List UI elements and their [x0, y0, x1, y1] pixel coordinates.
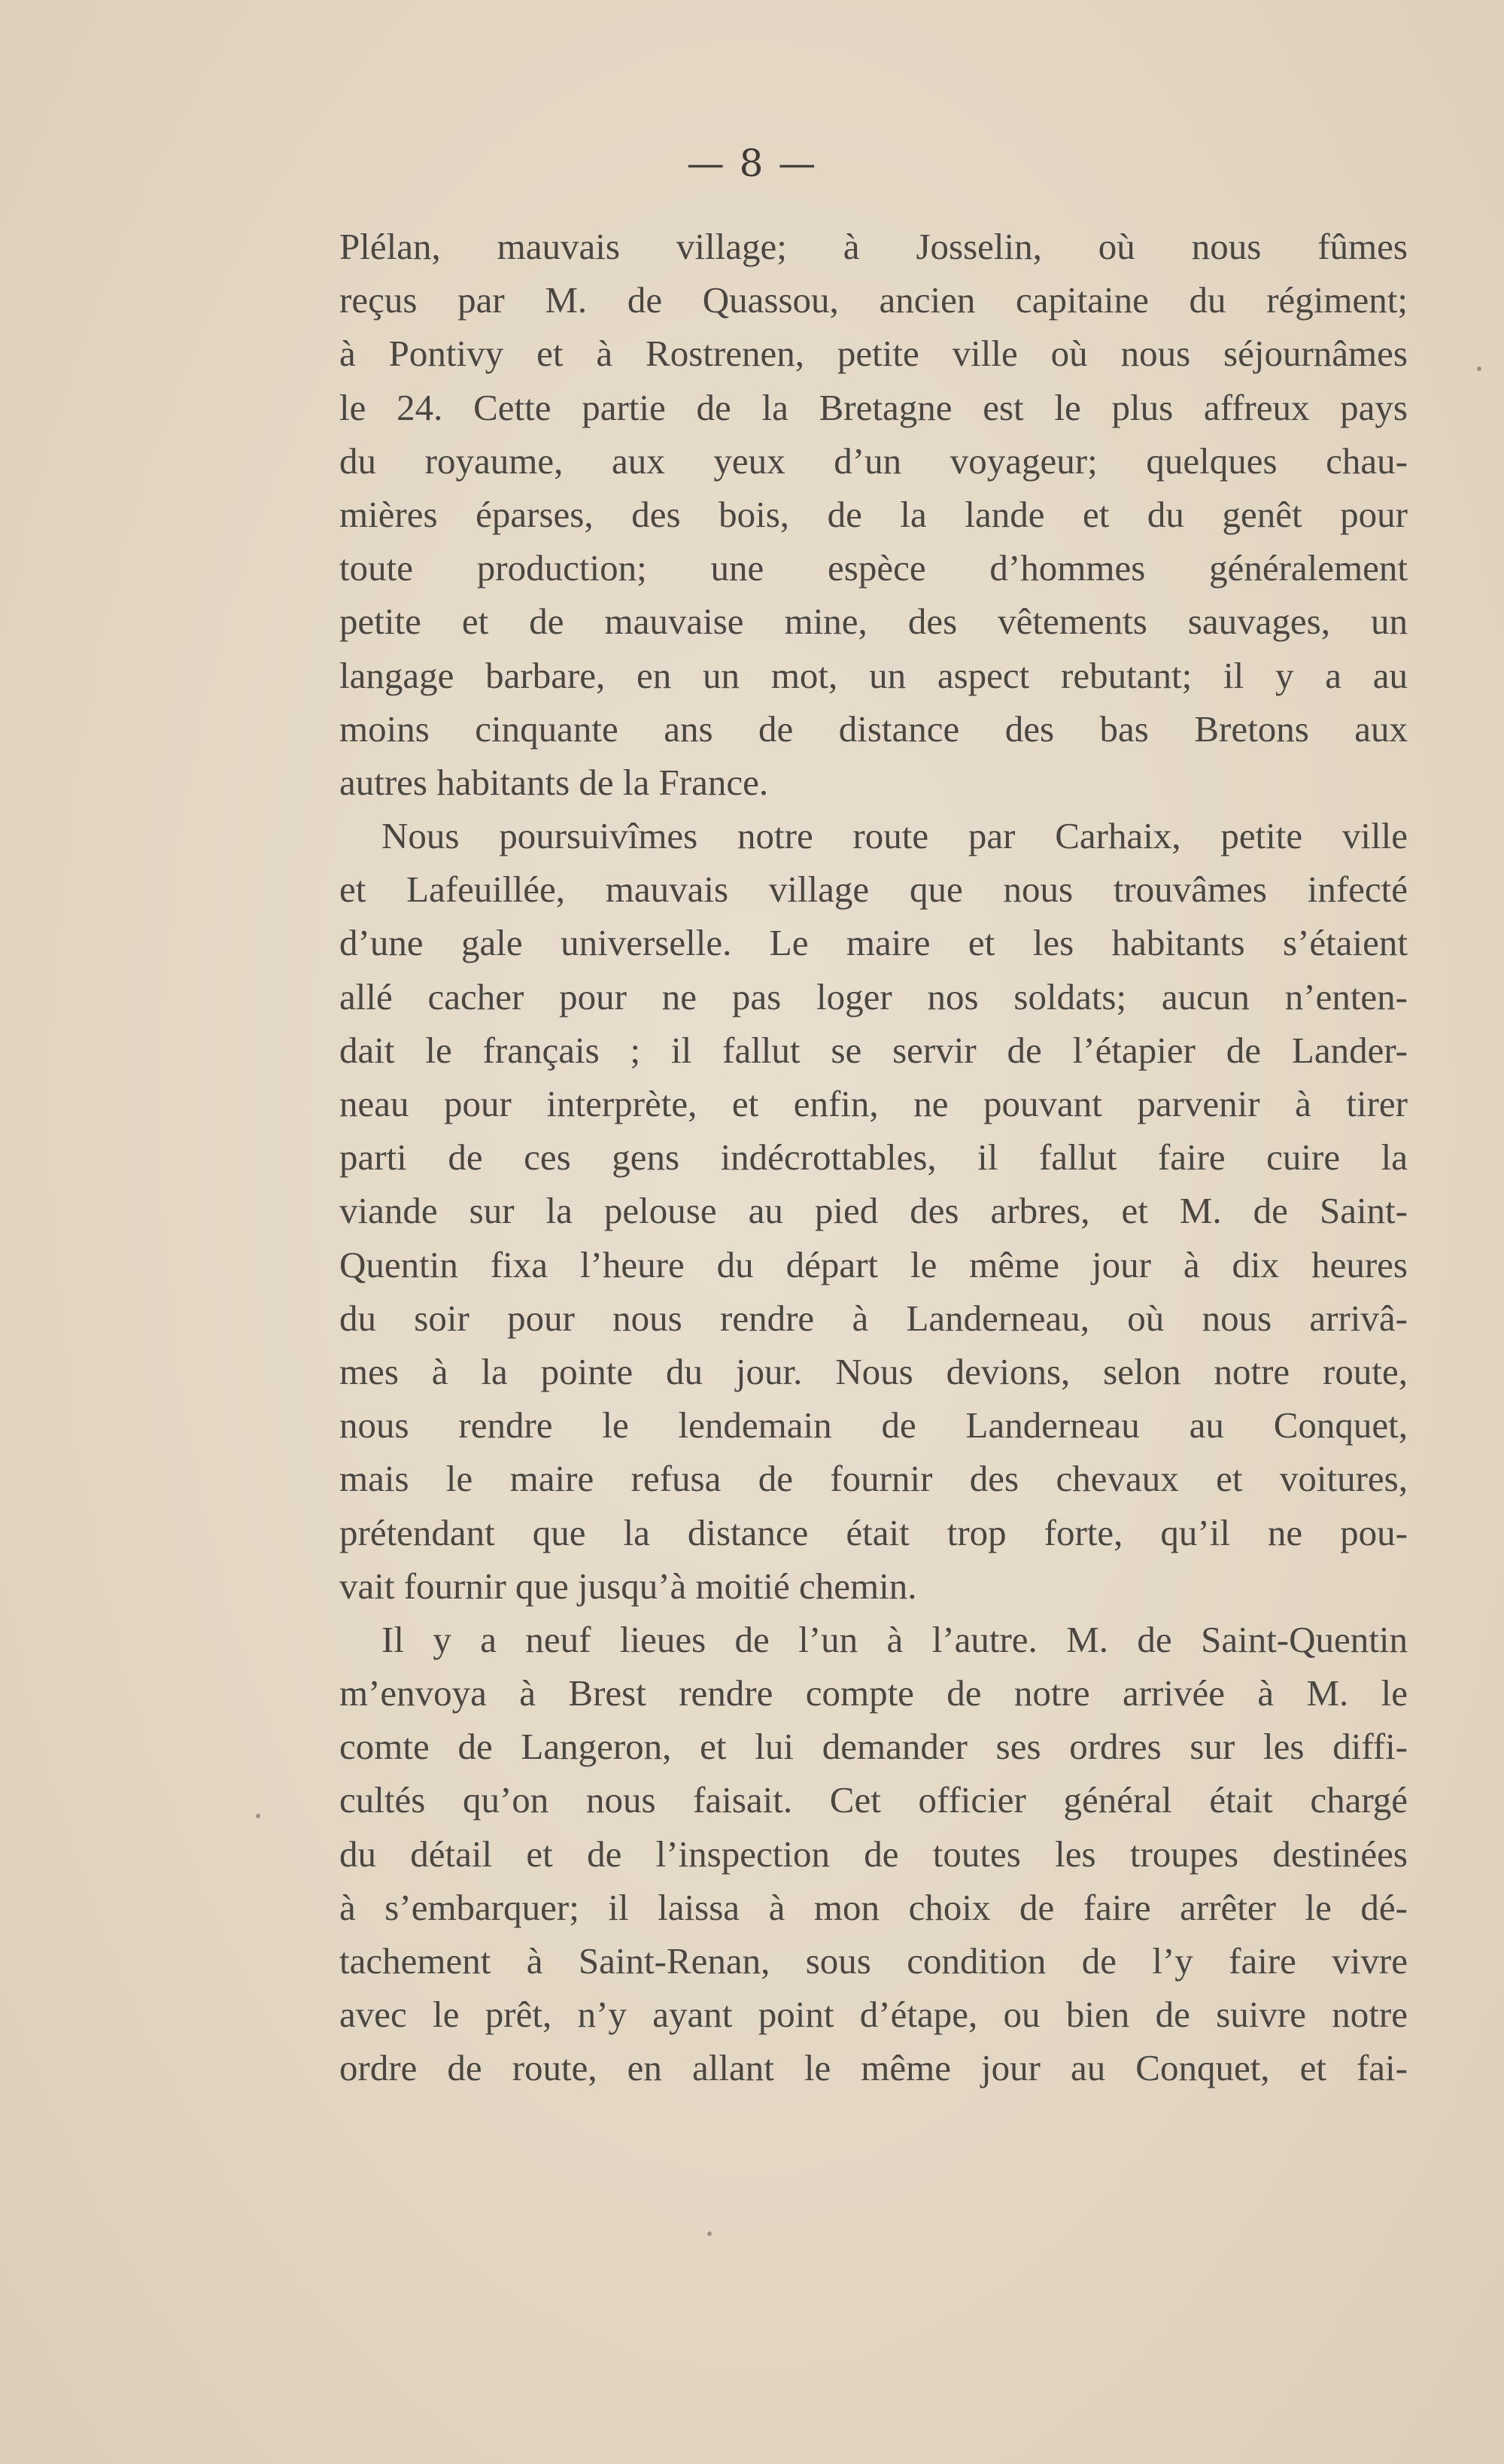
text-line: petite et de mauvaise mine, des vêtements sauvages, un: [339, 601, 1408, 643]
text-line: du détail et de l’inspection de toutes les troupes destinées: [339, 1833, 1408, 1875]
text-line: nous rendre le lendemain de Landerneau au Conquet,: [339, 1404, 1408, 1446]
text-line: m’envoya à Brest rendre compte de notre arrivée à M. le: [339, 1672, 1408, 1714]
text-line: tachement à Saint-Renan, sous condition de l’y faire vivre: [339, 1940, 1408, 1982]
text-line: mes à la pointe du jour. Nous devions, selon notre route,: [339, 1350, 1408, 1392]
text-line: le 24. Cette partie de la Bretagne est le plus affreux pays: [339, 386, 1408, 428]
text-line: parti de ces gens indécrottables, il fallut faire cuire la: [339, 1136, 1408, 1179]
page-number: — 8 —: [686, 141, 818, 185]
text-line: autres habitants de la France.: [339, 761, 769, 803]
text-line: à s’embarquer; il laissa à mon choix de faire arrêter le dé-: [339, 1886, 1408, 1928]
text-line: Quentin fixa l’heure du départ le même jour à dix heures: [339, 1243, 1408, 1285]
text-line: langage barbare, en un mot, un aspect rebutant; il y a au: [339, 654, 1408, 696]
text-line: prétendant que la distance était trop forte, qu’il ne pou-: [339, 1511, 1408, 1553]
text-line: cultés qu’on nous faisait. Cet officier général était chargé: [339, 1779, 1408, 1821]
text-line: avec le prêt, n’y ayant point d’étape, ou bien de suivre notre: [339, 1994, 1408, 2036]
text-line: du royaume, aux yeux d’un voyageur; quelques chau-: [339, 440, 1408, 482]
text-line: Il y a neuf lieues de l’un à l’autre. M. de Saint-Quentin: [381, 1618, 1408, 1660]
text-line: d’une gale universelle. Le maire et les habitants s’étaient: [339, 922, 1408, 964]
text-line: comte de Langeron, et lui demander ses ordres sur les diffi-: [339, 1726, 1408, 1768]
text-line: viande sur la pelouse au pied des arbres, et M. de Saint-: [339, 1190, 1408, 1232]
paper-speck: [707, 2231, 712, 2236]
body-text: [339, 220, 1408, 2095]
text-line: Nous poursuivîmes notre route par Carhaix, petite ville: [381, 815, 1408, 857]
text-line: ordre de route, en allant le même jour au Conquet, et fai-: [339, 2047, 1408, 2089]
text-line: mières éparses, des bois, de la lande et du genêt pour: [339, 493, 1408, 535]
text-line: mais le maire refusa de fournir des chevaux et voitures,: [339, 1458, 1408, 1500]
text-line: allé cacher pour ne pas loger nos soldats; aucun n’enten-: [339, 975, 1408, 1018]
text-line: toute production; une espèce d’hommes généralement: [339, 547, 1408, 589]
text-line: Plélan, mauvais village; à Josselin, où nous fûmes: [339, 226, 1408, 267]
text-line: dait le français ; il fallut se servir de l’étapier de Lander-: [339, 1029, 1408, 1071]
text-line: du soir pour nous rendre à Landerneau, où nous arrivâ-: [339, 1297, 1408, 1339]
paper-speck: [256, 1814, 260, 1818]
text-line: vait fournir que jusqu’à moitié chemin.: [339, 1565, 917, 1607]
text-line: moins cinquante ans de distance des bas Bretons aux: [339, 707, 1408, 750]
paper-speck: [1477, 367, 1481, 371]
text-line: neau pour interprète, et enfin, ne pouvant parvenir à tirer: [339, 1083, 1408, 1124]
text-line: à Pontivy et à Rostrenen, petite ville où nous séjournâmes: [339, 333, 1408, 375]
text-line: et Lafeuillée, mauvais village que nous trouvâmes infecté: [339, 868, 1408, 911]
text-line: reçus par M. de Quassou, ancien capitaine du régiment;: [339, 279, 1408, 321]
